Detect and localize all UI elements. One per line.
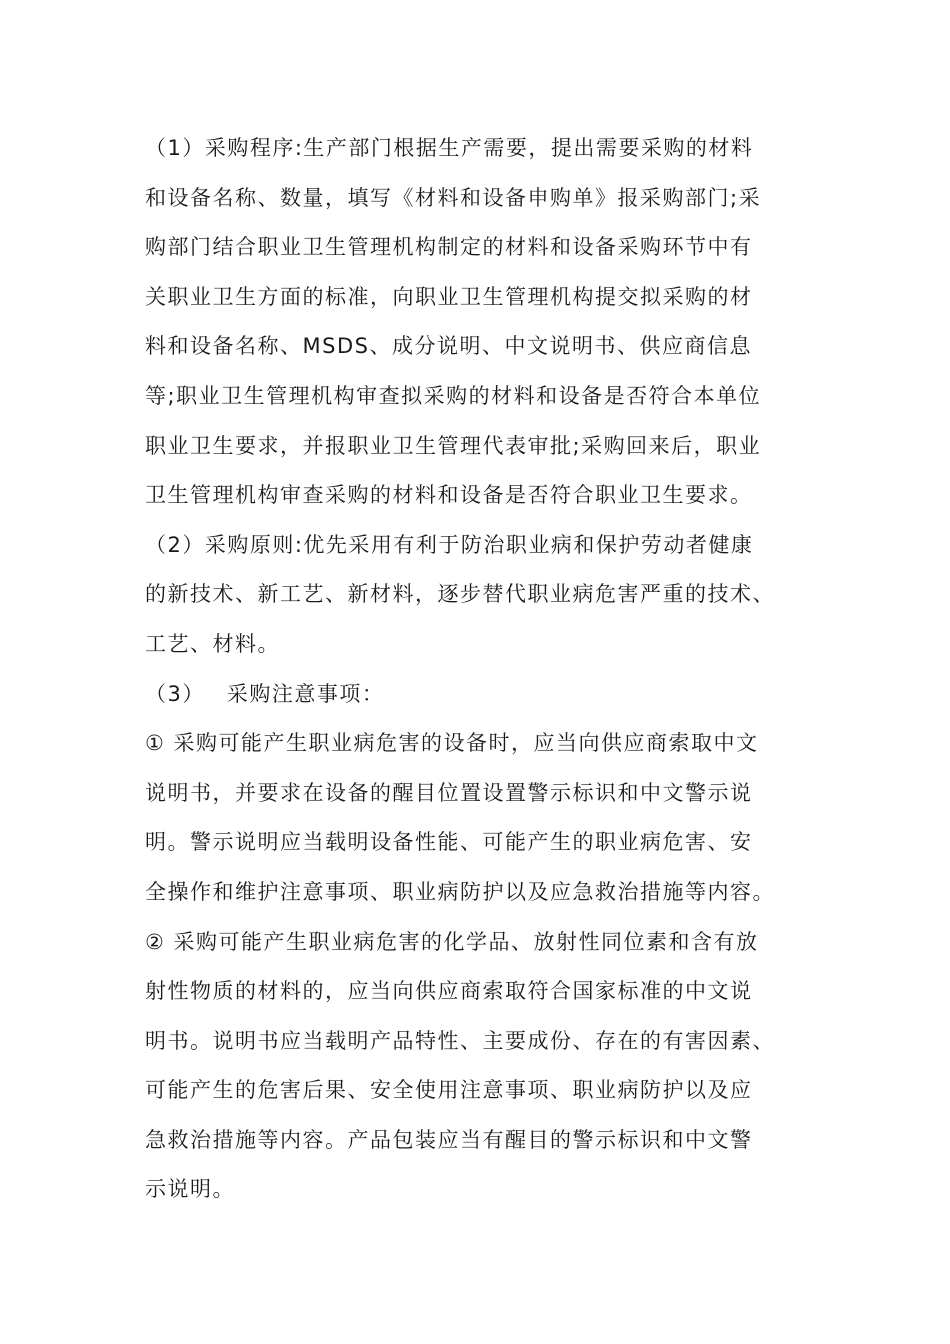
- text-line: 可能产生的危害后果、安全使用注意事项、职业病防护以及应: [145, 1078, 753, 1103]
- section-title: 采购注意事项：: [226, 681, 385, 706]
- document-body: [145, 124, 810, 1215]
- section-heading: [145, 670, 810, 720]
- item-1-equipment: [145, 719, 810, 917]
- text-line: （2）采购原则:优先采用有利于防治职业病和保护劳动者健康: [145, 532, 754, 557]
- text-line: 等;职业卫生管理机构审查拟采购的材料和设备是否符合本单位: [145, 383, 762, 408]
- text-line: 明书。说明书应当载明产品特性、主要成份、存在的有害因素、: [145, 1028, 775, 1053]
- text-line: 急救治措施等内容。产品包装应当有醒目的警示标识和中文警: [145, 1127, 753, 1152]
- text-line: 明。警示说明应当载明设备性能、可能产生的职业病危害、安: [145, 830, 753, 855]
- text-line: 职业卫生要求，并报职业卫生管理代表审批;采购回来后，职业: [145, 433, 762, 458]
- text-line: 工艺、材料。: [145, 631, 280, 656]
- text-line: 说明书，并要求在设备的醒目位置设置警示标识和中文警示说: [145, 780, 753, 805]
- text-line: 关职业卫生方面的标准，向职业卫生管理机构提交拟采购的材: [145, 284, 753, 309]
- text-line: ① 采购可能产生职业病危害的设备时，应当向供应商索取中文: [145, 731, 759, 756]
- item-2-chemicals: [145, 918, 810, 1216]
- text-line: 射性物质的材料的，应当向供应商索取符合国家标准的中文说: [145, 979, 753, 1004]
- section-marker: （3）: [145, 681, 205, 706]
- text-line: 示说明。: [145, 1177, 235, 1202]
- text-line: 购部门结合职业卫生管理机构制定的材料和设备采购环节中有: [145, 235, 753, 260]
- text-line: 的新技术、新工艺、新材料，逐步替代职业病危害严重的技术、: [145, 582, 775, 607]
- text-line: （1）采购程序:生产部门根据生产需要，提出需要采购的材料: [145, 136, 754, 160]
- section-3-procurement-notes: [145, 670, 810, 720]
- section-1-procurement-procedure: [145, 124, 810, 521]
- text-line: 全操作和维护注意事项、职业病防护以及应急救治措施等内容。: [145, 879, 775, 904]
- text-line: ② 采购可能产生职业病危害的化学品、放射性同位素和含有放: [145, 929, 759, 954]
- text-line: 料和设备名称、MSDS、成分说明、中文说明书、供应商信息: [145, 334, 752, 359]
- text-line: 和设备名称、数量，填写《材料和设备申购单》报采购部门;采: [145, 185, 762, 210]
- section-2-procurement-principle: [145, 521, 810, 670]
- text-line: 卫生管理机构审查采购的材料和设备是否符合职业卫生要求。: [145, 483, 753, 508]
